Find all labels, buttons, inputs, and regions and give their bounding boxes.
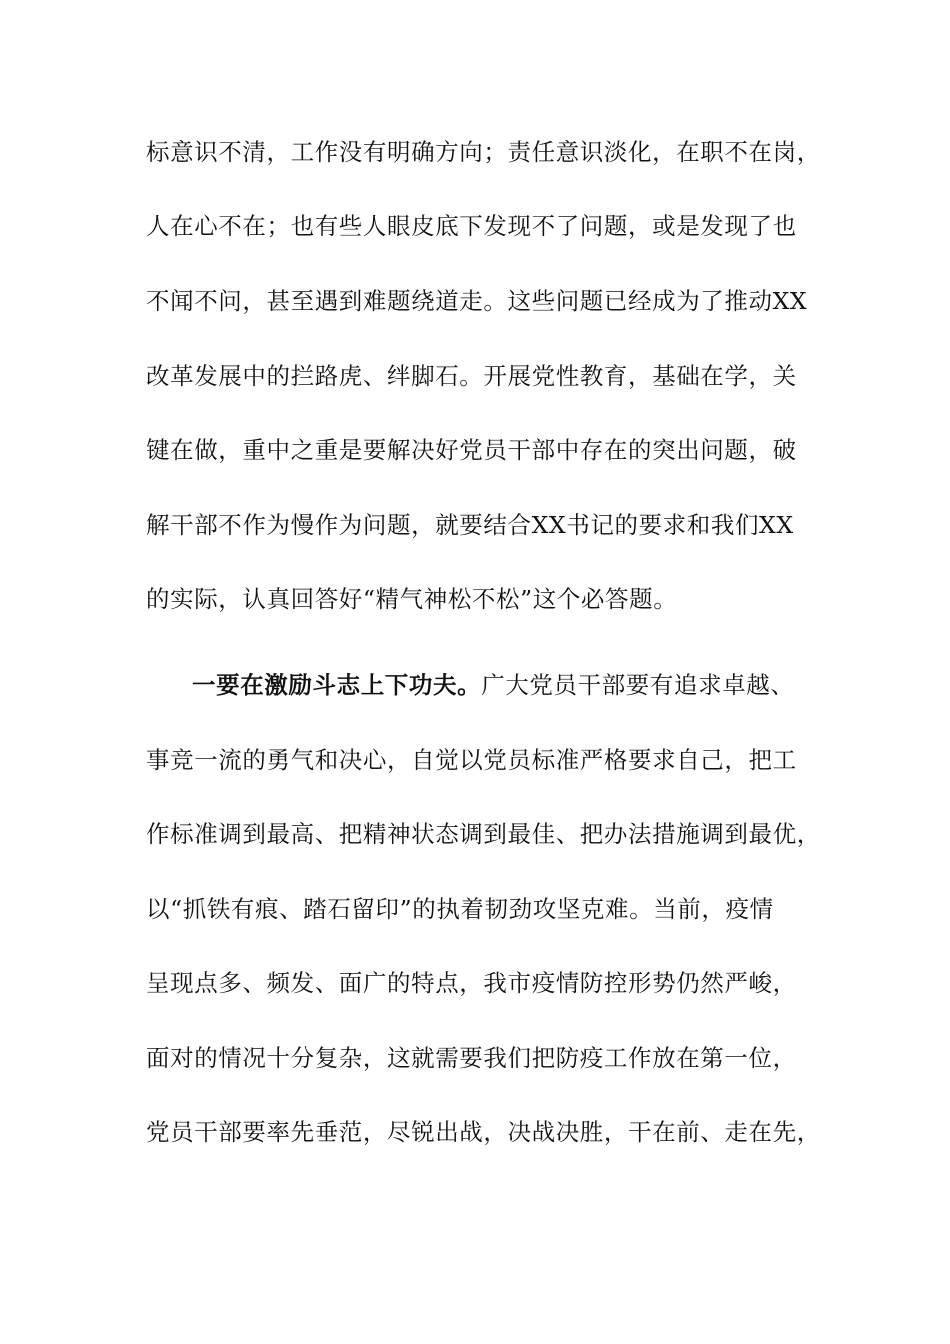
- paragraph-1-line-6: 解干部不作为慢作为问题，就要结合XX书记的要求和我们XX: [146, 511, 794, 539]
- paragraph-2-heading: 一要在激励斗志上下功夫。: [192, 671, 482, 699]
- paragraph-1-line-7: 的实际，认真回答好“精气神松不松”这个必答题。: [146, 585, 678, 613]
- paragraph-2-line-1: [192, 670, 872, 700]
- paragraph-2-line-5: 呈现点多、频发、面广的特点，我市疫情防控形势仍然严峻，: [146, 969, 797, 997]
- paragraph-2-line-2: 事竞一流的勇气和决心，自觉以党员标准严格要求自己，把工: [146, 746, 797, 774]
- paragraph-1-line-3: 不闻不问，甚至遇到难题绕道走。这些问题已经成为了推动XX: [146, 287, 808, 315]
- paragraph-1-line-1: 标意识不清，工作没有明确方向；责任意识淡化，在职不在岗，: [146, 138, 821, 166]
- paragraph-1-line-4: 改革发展中的拦路虎、绊脚石。开展党性教育，基础在学，关: [146, 362, 797, 390]
- paragraph-2-line-3: 作标准调到最高、把精神状态调到最佳、把办法措施调到最优，: [146, 820, 821, 848]
- paragraph-2-first-line-rest: 广大党员干部要有追求卓越、: [481, 671, 795, 699]
- paragraph-2-line-4: 以“抓铁有痕、踏石留印”的执着韧劲攻坚克难。当前，疫情: [146, 895, 774, 923]
- paragraph-2-line-6: 面对的情况十分复杂，这就需要我们把防疫工作放在第一位，: [146, 1044, 797, 1072]
- paragraph-2-line-7: 党员干部要率先垂范，尽锐出战，决战决胜，干在前、走在先，: [146, 1118, 821, 1146]
- paragraph-1-line-5: 键在做，重中之重是要解决好党员干部中存在的突出问题，破: [146, 436, 797, 464]
- paragraph-1-line-2: 人在心不在；也有些人眼皮底下发现不了问题，或是发现了也: [146, 212, 797, 240]
